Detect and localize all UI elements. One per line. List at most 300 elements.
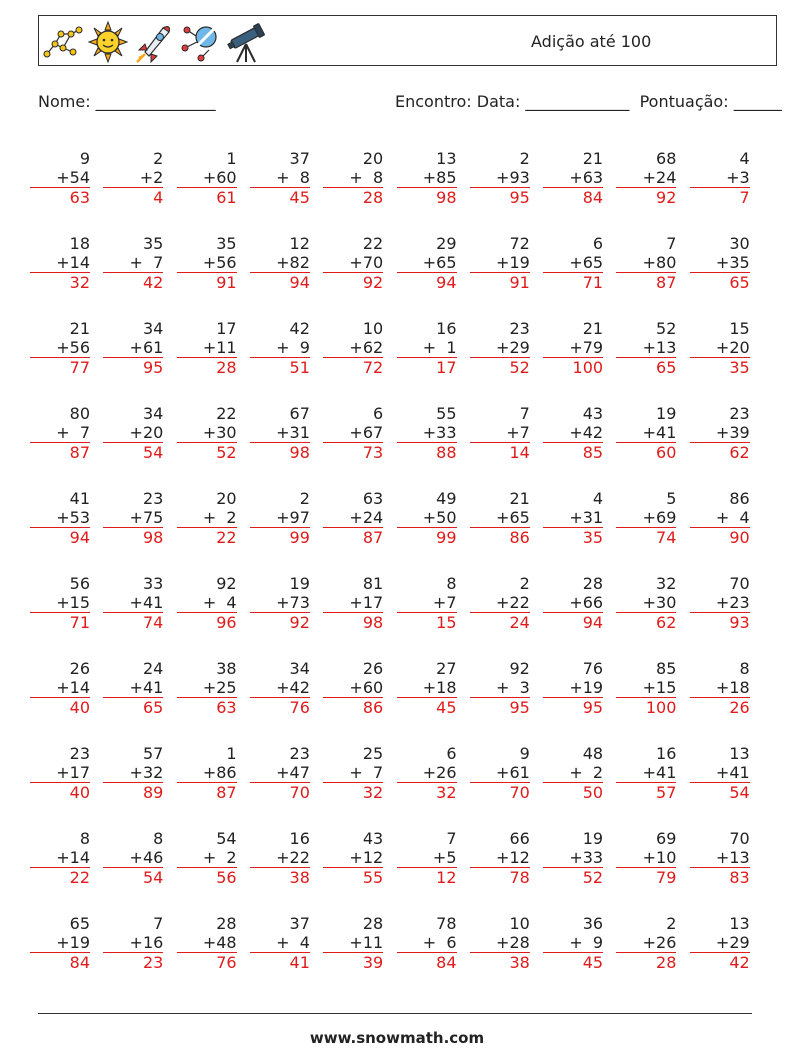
addend-bottom: +19 bbox=[569, 678, 604, 697]
addition-problem bbox=[177, 234, 237, 292]
sum-answer: 98 bbox=[397, 187, 457, 207]
addition-problem bbox=[616, 319, 676, 377]
addend-top: 23 bbox=[729, 404, 750, 423]
addend-top: 13 bbox=[436, 149, 457, 168]
header-icons bbox=[41, 20, 267, 64]
addend-top: 35 bbox=[142, 234, 164, 253]
addend-bottom: +19 bbox=[56, 933, 90, 952]
addition-problem bbox=[397, 489, 457, 547]
addition-problem bbox=[177, 914, 237, 972]
addend-bottom: + 2 bbox=[202, 848, 237, 867]
addition-problem bbox=[397, 574, 457, 632]
addend-top: 34 bbox=[142, 319, 164, 338]
addition-problem bbox=[616, 234, 676, 292]
addition-problem bbox=[250, 914, 310, 972]
addition-problem bbox=[397, 149, 457, 207]
constellation-icon bbox=[41, 20, 83, 64]
addition-problem bbox=[543, 234, 603, 292]
addend-top: 92 bbox=[216, 574, 237, 593]
addend-bottom: + 6 bbox=[422, 933, 457, 952]
worksheet-header bbox=[38, 15, 777, 66]
sum-answer: 85 bbox=[543, 442, 603, 462]
addition-problem bbox=[30, 574, 90, 632]
addend-top: 13 bbox=[729, 914, 750, 933]
addend-bottom: +46 bbox=[129, 848, 164, 867]
addend-top: 72 bbox=[509, 234, 530, 253]
addend-top: 34 bbox=[142, 404, 164, 423]
addend-top: 70 bbox=[729, 574, 750, 593]
addend-bottom: +29 bbox=[715, 933, 750, 952]
addend-bottom: +41 bbox=[129, 678, 164, 697]
sum-answer: 79 bbox=[616, 867, 676, 887]
addend-bottom: +2 bbox=[139, 168, 164, 187]
addition-problem bbox=[690, 914, 750, 972]
addend-bottom: +14 bbox=[56, 253, 90, 272]
addend-bottom: +53 bbox=[56, 508, 90, 527]
addition-problem bbox=[616, 914, 676, 972]
addend-bottom: +30 bbox=[642, 593, 677, 612]
sum-answer: 76 bbox=[177, 952, 237, 972]
sum-answer: 28 bbox=[323, 187, 383, 207]
addition-problem bbox=[250, 234, 310, 292]
addition-problem bbox=[543, 489, 603, 547]
addend-top: 23 bbox=[142, 489, 164, 508]
sum-answer: 63 bbox=[30, 187, 90, 207]
addition-problem bbox=[470, 404, 530, 462]
addition-problem bbox=[103, 829, 163, 887]
addend-top: 57 bbox=[142, 744, 164, 763]
addition-problem bbox=[103, 319, 163, 377]
sum-answer: 99 bbox=[397, 527, 457, 547]
sum-answer: 98 bbox=[103, 527, 163, 547]
addition-problem bbox=[690, 404, 750, 462]
addend-bottom: +47 bbox=[276, 763, 310, 782]
addend-bottom: +48 bbox=[202, 933, 237, 952]
sum-answer: 86 bbox=[323, 697, 383, 717]
sum-answer: 28 bbox=[616, 952, 676, 972]
footer-divider bbox=[38, 1013, 752, 1014]
sum-answer: 17 bbox=[397, 357, 457, 377]
sum-answer: 65 bbox=[103, 697, 163, 717]
addition-problem bbox=[250, 489, 310, 547]
addition-problem bbox=[250, 659, 310, 717]
addend-bottom: + 7 bbox=[129, 253, 164, 272]
addend-top: 2 bbox=[299, 489, 310, 508]
addition-problem bbox=[690, 319, 750, 377]
sum-answer: 38 bbox=[470, 952, 530, 972]
addend-bottom: +24 bbox=[642, 168, 677, 187]
addend-bottom: +15 bbox=[56, 593, 90, 612]
addend-bottom: + 2 bbox=[569, 763, 604, 782]
sum-answer: 71 bbox=[30, 612, 90, 632]
addend-top: 4 bbox=[592, 489, 604, 508]
addend-top: 12 bbox=[289, 234, 310, 253]
sum-answer: 65 bbox=[616, 357, 676, 377]
addend-top: 37 bbox=[289, 914, 310, 933]
addition-problem bbox=[177, 149, 237, 207]
addend-bottom: +31 bbox=[569, 508, 604, 527]
sum-answer: 94 bbox=[397, 272, 457, 292]
addend-top: 65 bbox=[69, 914, 90, 933]
addend-top: 19 bbox=[289, 574, 310, 593]
addend-bottom: +18 bbox=[422, 678, 457, 697]
addend-bottom: +5 bbox=[432, 848, 457, 867]
addend-bottom: + 7 bbox=[349, 763, 384, 782]
addend-top: 17 bbox=[216, 319, 237, 338]
addend-top: 2 bbox=[519, 149, 530, 168]
sum-answer: 83 bbox=[690, 867, 750, 887]
addend-bottom: + 8 bbox=[276, 168, 310, 187]
addend-bottom: +20 bbox=[715, 338, 750, 357]
sum-answer: 50 bbox=[543, 782, 603, 802]
addition-problem bbox=[690, 234, 750, 292]
footer-site: www.snowmath.com bbox=[309, 1029, 485, 1047]
addend-top: 10 bbox=[509, 914, 530, 933]
addend-top: 81 bbox=[362, 574, 384, 593]
addend-bottom: + 9 bbox=[569, 933, 604, 952]
addition-problem bbox=[250, 574, 310, 632]
addition-problem bbox=[543, 914, 603, 972]
addend-bottom: +65 bbox=[496, 508, 530, 527]
sum-answer: 14 bbox=[470, 442, 530, 462]
addend-top: 56 bbox=[69, 574, 90, 593]
sum-answer: 62 bbox=[616, 612, 676, 632]
rocket-icon bbox=[133, 20, 175, 64]
sum-answer: 38 bbox=[250, 867, 310, 887]
sum-answer: 41 bbox=[250, 952, 310, 972]
addition-problem bbox=[177, 659, 237, 717]
addition-problem bbox=[323, 744, 383, 802]
addend-bottom: +56 bbox=[202, 253, 237, 272]
sum-answer: 32 bbox=[30, 272, 90, 292]
sum-answer: 92 bbox=[323, 272, 383, 292]
addend-bottom: +79 bbox=[569, 338, 604, 357]
addition-problem bbox=[177, 319, 237, 377]
sum-answer: 65 bbox=[690, 272, 750, 292]
sum-answer: 22 bbox=[30, 867, 90, 887]
satellite-icon bbox=[179, 20, 221, 64]
sum-answer: 60 bbox=[616, 442, 676, 462]
addend-top: 23 bbox=[69, 744, 90, 763]
addend-bottom: +25 bbox=[202, 678, 237, 697]
sum-answer: 24 bbox=[470, 612, 530, 632]
addend-top: 67 bbox=[289, 404, 310, 423]
addend-top: 66 bbox=[509, 829, 530, 848]
date-score-field[interactable]: Encontro: Data: _____________ Pontuação: ______ bbox=[395, 92, 782, 111]
addend-bottom: +32 bbox=[129, 763, 164, 782]
addend-top: 21 bbox=[69, 319, 90, 338]
sum-answer: 96 bbox=[177, 612, 237, 632]
sum-answer: 7 bbox=[690, 187, 750, 207]
addition-problem bbox=[177, 574, 237, 632]
addend-bottom: +61 bbox=[129, 338, 164, 357]
addend-bottom: + 4 bbox=[202, 593, 237, 612]
addend-bottom: +16 bbox=[129, 933, 164, 952]
sum-answer: 55 bbox=[323, 867, 383, 887]
addend-top: 33 bbox=[142, 574, 164, 593]
addend-top: 85 bbox=[656, 659, 677, 678]
addend-top: 22 bbox=[362, 234, 384, 253]
addend-top: 37 bbox=[289, 149, 310, 168]
addend-top: 16 bbox=[289, 829, 310, 848]
addend-bottom: +62 bbox=[349, 338, 384, 357]
addend-top: 28 bbox=[362, 914, 384, 933]
addition-problem bbox=[103, 489, 163, 547]
addition-problem bbox=[470, 319, 530, 377]
sum-answer: 40 bbox=[30, 697, 90, 717]
sum-answer: 77 bbox=[30, 357, 90, 377]
addend-bottom: +41 bbox=[642, 763, 677, 782]
addend-top: 32 bbox=[656, 574, 677, 593]
sum-answer: 52 bbox=[470, 357, 530, 377]
addend-bottom: +63 bbox=[569, 168, 604, 187]
addition-problem bbox=[30, 914, 90, 972]
addend-bottom: + 9 bbox=[276, 338, 310, 357]
addend-top: 1 bbox=[226, 744, 237, 763]
addition-problem bbox=[470, 149, 530, 207]
addend-top: 2 bbox=[519, 574, 530, 593]
sum-answer: 28 bbox=[177, 357, 237, 377]
addition-problem bbox=[397, 659, 457, 717]
addend-top: 80 bbox=[69, 404, 90, 423]
addend-bottom: +17 bbox=[349, 593, 384, 612]
addend-top: 48 bbox=[582, 744, 604, 763]
addend-top: 1 bbox=[226, 149, 237, 168]
addend-bottom: +56 bbox=[56, 338, 90, 357]
sum-answer: 78 bbox=[470, 867, 530, 887]
addend-top: 6 bbox=[373, 404, 384, 423]
sum-answer: 71 bbox=[543, 272, 603, 292]
sum-answer: 63 bbox=[177, 697, 237, 717]
addend-top: 35 bbox=[216, 234, 237, 253]
addend-bottom: + 7 bbox=[56, 423, 90, 442]
addend-top: 92 bbox=[509, 659, 530, 678]
sum-answer: 26 bbox=[690, 697, 750, 717]
addition-problem bbox=[250, 744, 310, 802]
addend-bottom: +12 bbox=[496, 848, 530, 867]
addition-problem bbox=[30, 319, 90, 377]
addend-bottom: +86 bbox=[202, 763, 237, 782]
addend-top: 15 bbox=[729, 319, 750, 338]
addend-top: 24 bbox=[142, 659, 164, 678]
addend-bottom: +69 bbox=[642, 508, 677, 527]
addend-bottom: +26 bbox=[642, 933, 677, 952]
addend-bottom: +82 bbox=[276, 253, 310, 272]
sum-answer: 88 bbox=[397, 442, 457, 462]
addend-bottom: +31 bbox=[276, 423, 310, 442]
addend-top: 9 bbox=[519, 744, 530, 763]
addend-top: 63 bbox=[362, 489, 384, 508]
addend-top: 86 bbox=[729, 489, 750, 508]
sum-answer: 84 bbox=[543, 187, 603, 207]
addend-bottom: +97 bbox=[276, 508, 310, 527]
addend-top: 2 bbox=[666, 914, 677, 933]
addend-top: 16 bbox=[436, 319, 457, 338]
addend-top: 43 bbox=[362, 829, 384, 848]
sum-answer: 42 bbox=[103, 272, 163, 292]
addend-bottom: +93 bbox=[496, 168, 530, 187]
sum-answer: 52 bbox=[177, 442, 237, 462]
addend-top: 5 bbox=[666, 489, 677, 508]
sum-answer: 61 bbox=[177, 187, 237, 207]
sum-answer: 32 bbox=[397, 782, 457, 802]
addend-bottom: +42 bbox=[569, 423, 604, 442]
addend-bottom: +13 bbox=[715, 848, 750, 867]
addend-top: 21 bbox=[582, 319, 604, 338]
addend-top: 4 bbox=[739, 149, 750, 168]
sum-answer: 95 bbox=[543, 697, 603, 717]
addend-bottom: +30 bbox=[202, 423, 237, 442]
sum-answer: 32 bbox=[323, 782, 383, 802]
sum-answer: 86 bbox=[470, 527, 530, 547]
addition-problem bbox=[397, 744, 457, 802]
addition-problem bbox=[690, 489, 750, 547]
sum-answer: 87 bbox=[616, 272, 676, 292]
addition-problem bbox=[470, 829, 530, 887]
sum-answer: 4 bbox=[103, 187, 163, 207]
sum-answer: 94 bbox=[250, 272, 310, 292]
sum-answer: 35 bbox=[543, 527, 603, 547]
addend-top: 28 bbox=[216, 914, 237, 933]
addition-problem bbox=[690, 659, 750, 717]
addend-bottom: +41 bbox=[129, 593, 164, 612]
addend-bottom: +85 bbox=[422, 168, 457, 187]
addend-bottom: +35 bbox=[715, 253, 750, 272]
addition-problem bbox=[543, 574, 603, 632]
sum-answer: 22 bbox=[177, 527, 237, 547]
addend-top: 78 bbox=[436, 914, 457, 933]
name-field[interactable]: Nome: _______________ bbox=[38, 92, 216, 111]
addend-top: 20 bbox=[216, 489, 237, 508]
sun-icon bbox=[87, 20, 129, 64]
addend-bottom: +70 bbox=[349, 253, 384, 272]
addend-bottom: +23 bbox=[715, 593, 750, 612]
addend-bottom: +50 bbox=[422, 508, 457, 527]
addend-top: 9 bbox=[79, 149, 90, 168]
sum-answer: 93 bbox=[690, 612, 750, 632]
addend-bottom: +41 bbox=[715, 763, 750, 782]
addend-top: 18 bbox=[69, 234, 90, 253]
addend-bottom: + 4 bbox=[715, 508, 750, 527]
addition-problem bbox=[323, 149, 383, 207]
addition-problem bbox=[103, 234, 163, 292]
addend-bottom: + 8 bbox=[349, 168, 384, 187]
sum-answer: 70 bbox=[470, 782, 530, 802]
addend-bottom: +18 bbox=[715, 678, 750, 697]
addend-bottom: +7 bbox=[506, 423, 530, 442]
addition-problem bbox=[177, 744, 237, 802]
addend-top: 2 bbox=[153, 149, 164, 168]
addition-problem bbox=[323, 914, 383, 972]
addend-top: 16 bbox=[656, 744, 677, 763]
sum-answer: 51 bbox=[250, 357, 310, 377]
addend-top: 8 bbox=[446, 574, 457, 593]
addend-top: 19 bbox=[656, 404, 677, 423]
addition-problem bbox=[103, 149, 163, 207]
addition-problem bbox=[323, 574, 383, 632]
addend-bottom: +60 bbox=[202, 168, 237, 187]
addend-bottom: +65 bbox=[422, 253, 457, 272]
addend-top: 30 bbox=[729, 234, 750, 253]
sum-answer: 57 bbox=[616, 782, 676, 802]
addend-bottom: +66 bbox=[569, 593, 604, 612]
addition-problem bbox=[30, 829, 90, 887]
addition-problem bbox=[177, 829, 237, 887]
addition-problem bbox=[323, 404, 383, 462]
addend-bottom: +14 bbox=[56, 678, 90, 697]
addend-top: 7 bbox=[153, 914, 164, 933]
addend-bottom: +26 bbox=[422, 763, 457, 782]
addend-top: 21 bbox=[509, 489, 530, 508]
addend-bottom: +29 bbox=[496, 338, 530, 357]
sum-answer: 87 bbox=[30, 442, 90, 462]
addend-bottom: +7 bbox=[432, 593, 457, 612]
worksheet-title: Adição até 100 bbox=[531, 32, 652, 51]
sum-answer: 45 bbox=[543, 952, 603, 972]
addend-top: 38 bbox=[216, 659, 237, 678]
addition-problem bbox=[690, 149, 750, 207]
addend-bottom: +14 bbox=[56, 848, 90, 867]
addition-problem bbox=[323, 829, 383, 887]
addition-problem bbox=[103, 914, 163, 972]
addition-problem bbox=[323, 234, 383, 292]
addend-top: 6 bbox=[592, 234, 604, 253]
addend-bottom: +3 bbox=[726, 168, 750, 187]
addend-top: 41 bbox=[69, 489, 90, 508]
sum-answer: 54 bbox=[103, 867, 163, 887]
addend-bottom: +67 bbox=[349, 423, 384, 442]
addend-top: 69 bbox=[656, 829, 677, 848]
addend-top: 21 bbox=[582, 149, 604, 168]
addition-problem bbox=[250, 404, 310, 462]
addend-top: 26 bbox=[69, 659, 90, 678]
addend-bottom: +42 bbox=[276, 678, 310, 697]
addition-problem bbox=[323, 319, 383, 377]
addend-bottom: +73 bbox=[276, 593, 310, 612]
addend-bottom: + 1 bbox=[422, 338, 457, 357]
addend-top: 23 bbox=[289, 744, 310, 763]
addend-top: 23 bbox=[509, 319, 530, 338]
addend-top: 52 bbox=[656, 319, 677, 338]
addition-problem bbox=[103, 404, 163, 462]
addend-top: 36 bbox=[582, 914, 604, 933]
sum-answer: 52 bbox=[543, 867, 603, 887]
sum-answer: 87 bbox=[177, 782, 237, 802]
addend-bottom: +10 bbox=[642, 848, 677, 867]
addend-top: 7 bbox=[666, 234, 677, 253]
addition-problem bbox=[470, 574, 530, 632]
sum-answer: 23 bbox=[103, 952, 163, 972]
sum-answer: 89 bbox=[103, 782, 163, 802]
addend-bottom: +24 bbox=[349, 508, 384, 527]
addend-bottom: + 3 bbox=[496, 678, 530, 697]
addend-bottom: + 2 bbox=[202, 508, 237, 527]
addition-problem bbox=[543, 149, 603, 207]
addend-bottom: +41 bbox=[642, 423, 677, 442]
addition-problem bbox=[616, 659, 676, 717]
addition-problem bbox=[397, 234, 457, 292]
addition-problem bbox=[250, 149, 310, 207]
addition-problem bbox=[543, 404, 603, 462]
addend-bottom: +65 bbox=[569, 253, 604, 272]
addition-problem bbox=[616, 149, 676, 207]
sum-answer: 87 bbox=[323, 527, 383, 547]
addition-problem bbox=[543, 319, 603, 377]
addend-top: 27 bbox=[436, 659, 457, 678]
addend-bottom: +12 bbox=[349, 848, 384, 867]
addition-problem bbox=[177, 489, 237, 547]
addend-top: 25 bbox=[362, 744, 384, 763]
